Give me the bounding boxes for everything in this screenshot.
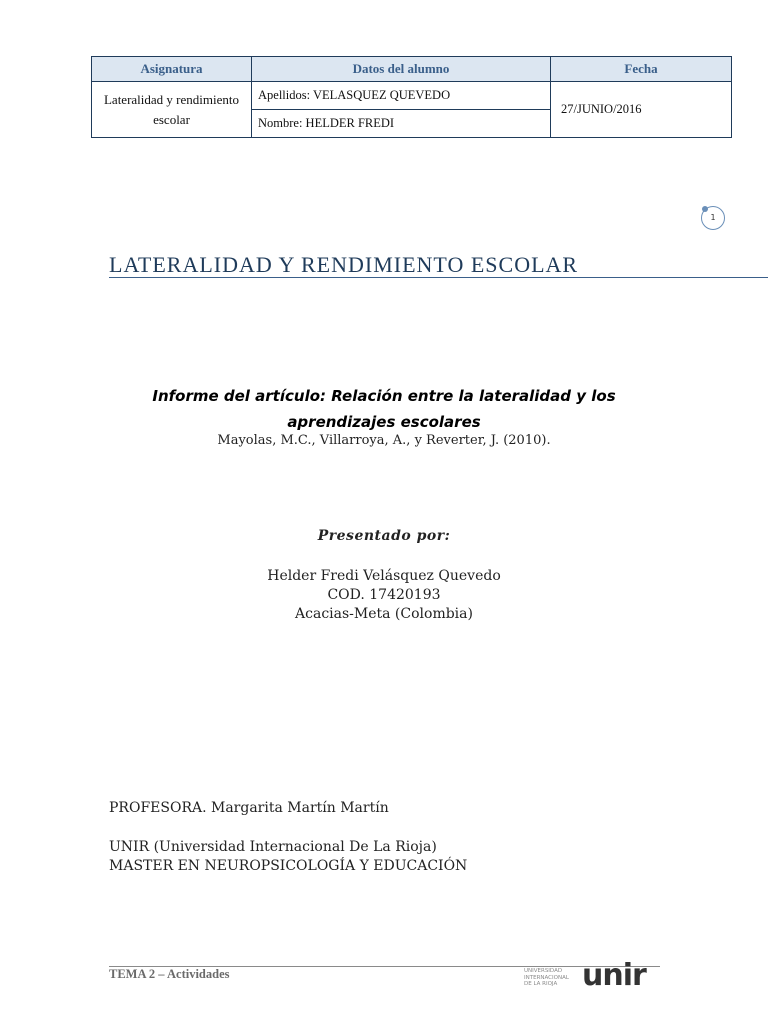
comment-dot-icon [702, 206, 708, 212]
university-block [109, 838, 467, 876]
subject-cell: Lateralidad y rendimiento escolar [92, 82, 252, 138]
author-block [100, 567, 668, 624]
report-article-title: : Relación entre la lateralidad y los aprendizajes escolares [287, 387, 616, 431]
citation: Mayolas, M.C., Villarroya, A., y Reverter, J. (2010). [217, 433, 551, 448]
col-header-subject: Asignatura [92, 57, 252, 82]
logo-caption-line: INTERNACIONAL [524, 974, 569, 981]
header-table [91, 56, 732, 138]
unir-logo: unir [582, 958, 646, 993]
main-title: LATERALIDAD Y RENDIMIENTO ESCOLAR [109, 252, 579, 277]
logo-caption-line: UNIVERSIDAD [524, 968, 563, 974]
report-prefix: Informe del artículo [152, 387, 321, 405]
professor: PROFESORA. Margarita Martín Martín [109, 800, 389, 816]
university-name: UNIR (Universidad Internacional De La Rioja) [109, 839, 437, 855]
logo-caption-line: DE LA RIOJA [524, 981, 558, 987]
report-title [100, 383, 668, 435]
program-name: MASTER EN NEUROPSICOLOGÍA Y EDUCACIÓN [109, 858, 468, 874]
col-header-date: Fecha [551, 57, 732, 82]
footer-text: TEMA 2 – Actividades [109, 967, 230, 981]
unir-logo-caption [524, 968, 576, 988]
presented-by: Presentado por: [317, 528, 451, 544]
date-cell: 27/JUNIO/2016 [551, 82, 732, 138]
comment-marker[interactable]: 1 [701, 206, 725, 230]
author-code: COD. 17420193 [327, 587, 441, 603]
author-name: Helder Fredi Velásquez Quevedo [267, 568, 501, 584]
col-header-student: Datos del alumno [252, 57, 551, 82]
author-location: Acacias-Meta (Colombia) [295, 606, 473, 622]
surnames-cell: Apellidos: VELASQUEZ QUEVEDO [252, 82, 551, 110]
name-cell: Nombre: HELDER FREDI [252, 110, 551, 138]
title-divider [109, 277, 768, 278]
